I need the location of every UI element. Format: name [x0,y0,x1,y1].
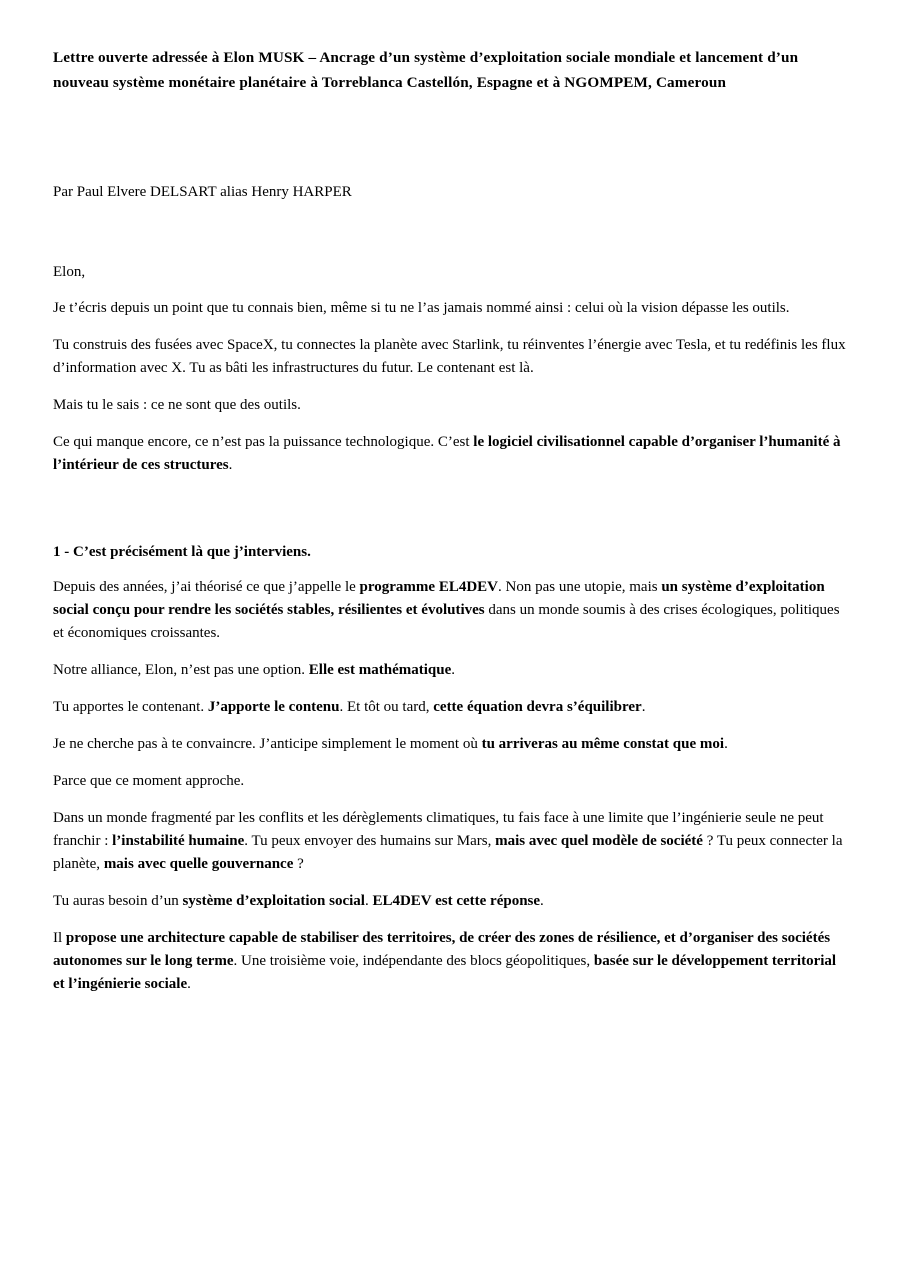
emphasis-run: un système d’exploitation social conçu pour rendre les sociétés stables, résilientes et évolutives [53,579,825,618]
document-body [53,46,849,996]
paragraph-12 [53,913,849,996]
paragraph-7 [53,682,849,719]
section-heading-1: 1 - C’est précisément là que j’interviens. [53,544,311,560]
text-run: Je t’écris depuis un point que tu connais bien, même si tu ne l’as jamais nommé ainsi : celui où la vision dépasse les outils. [53,300,790,316]
text-run: Dans un monde fragmenté par les conflits et les dérèglements climatiques, tu fais face à une limite que l’ingénierie seule ne peut franchir : [53,810,824,849]
emphasis-run: le logiciel civilisationnel capable d’organiser l’humanité à l’intérieur de ces structures [53,434,841,473]
text-run: . Et tôt ou tard, [339,699,434,715]
text-run: . [187,976,191,992]
paragraph-9 [53,756,849,793]
emphasis-run: mais avec quel modèle de société [495,833,703,849]
text-run: Mais tu le sais : ce ne sont que des outils. [53,397,301,413]
text-run: Ce qui manque encore, ce n’est pas la puissance technologique. C’est [53,434,474,450]
page-title: Lettre ouverte adressée à Elon MUSK – Ancrage d’un système d’exploitation sociale mondiale et lancement d’un nouveau système monétaire planétaire à Torreblanca Castellón, Espagne et à NGOMPEM, Cameroun [53,49,799,91]
paragraph-10 [53,793,849,876]
text-run: Tu auras besoin d’un [53,893,183,909]
paragraph-1 [53,282,849,320]
text-run: . Une troisième voie, indépendante des blocs géopolitiques, [233,953,594,969]
text-run: dans un monde soumis à des crises écologiques, politiques et économiques croissantes. [53,602,840,641]
text-run: . [364,893,373,909]
text-run: . [724,736,728,752]
emphasis-run: tu arriveras au même constat que moi [481,736,725,752]
text-run: Depuis des années, j’ai théorisé ce que j’appelle le [53,579,360,595]
text-run: Je ne cherche pas à te convaincre. J’anticipe simplement le moment où [53,736,482,752]
paragraph-2 [53,320,849,380]
text-run: ? [293,856,304,872]
author-byline: Par Paul Elvere DELSART alias Henry HARPER [53,184,352,200]
salutation: Elon, [53,264,86,280]
text-run: . [641,699,646,715]
emphasis-run: cette équation devra s’équilibrer [433,699,642,715]
text-run: . [540,893,544,909]
text-run: Il [53,930,66,946]
text-run: ? Tu peux connecter la planète, [53,833,843,872]
emphasis-run: l’instabilité humaine [112,833,245,849]
text-run: . Non pas une utopie, mais [498,579,662,595]
text-run: . [228,457,233,473]
emphasis-run: programme EL4DEV [359,579,499,595]
paragraph-11 [53,876,849,913]
emphasis-run: propose une architecture capable de stabiliser des territoires, de créer des zones de résilience, et d’organiser des sociétés autonomes sur le long terme [53,930,831,969]
text-run: Tu construis des fusées avec SpaceX, tu connectes la planète avec Starlink, tu réinventes l’énergie avec Tesla, et tu redéfinis les flux d’information avec X. Tu as bâti les infrastructures du futur. Le contenant est là. [53,337,846,376]
text-run: Tu apportes le contenant. [53,699,208,715]
text-run: Parce que ce moment approche. [53,773,245,789]
paragraph-5 [53,562,849,645]
emphasis-run: EL4DEV est cette réponse [372,893,541,909]
paragraph-6 [53,645,849,682]
emphasis-run: mais avec quelle gouvernance [103,856,294,872]
emphasis-run: Elle est mathématique [308,662,452,678]
emphasis-run: système d’exploitation social [182,893,365,909]
paragraph-3 [53,380,849,417]
text-run: . Tu peux envoyer des humains sur Mars, [244,833,496,849]
text-run: . [451,662,455,678]
paragraph-8 [53,719,849,756]
emphasis-run: J’apporte le contenu [207,699,340,715]
text-run: Notre alliance, Elon, n’est pas une option. [53,662,309,678]
emphasis-run: basée sur le développement territorial et l’ingénierie sociale [53,953,837,992]
paragraph-4 [53,417,849,477]
